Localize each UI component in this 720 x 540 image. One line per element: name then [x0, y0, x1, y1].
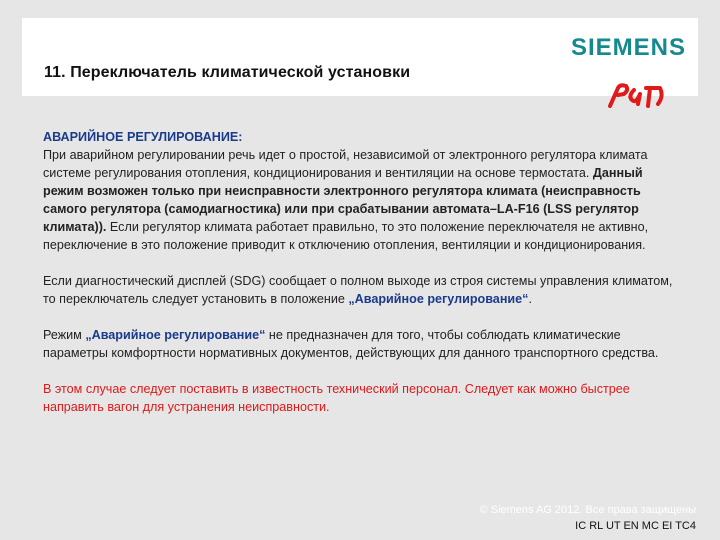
- text-segment: .: [528, 292, 532, 306]
- paragraph-emergency: [43, 128, 683, 254]
- copyright-text: © Siemens AG 2012. Все права защищены: [479, 504, 696, 516]
- mode-name: „Аварийное регулирование“: [85, 328, 266, 342]
- document-code: IC RL UT EN MC EI TC4: [575, 520, 696, 532]
- text-segment: Если регулятор климата работает правильно, то это положение переключателя не активно, переключение в это положение приводит к отключению отопления, вентиляции и кондиционирования.: [43, 220, 649, 252]
- paragraph-mode: [43, 326, 683, 362]
- siemens-logo: SIEMENS: [570, 34, 686, 61]
- section-heading: АВАРИЙНОЕ РЕГУЛИРОВАНИЕ:: [43, 130, 243, 144]
- paragraph-warning: В этом случае следует поставить в известность технический персонал. Следует как можно быстрее направить вагон для устранения неисправности.: [43, 382, 630, 414]
- main-content: [43, 128, 683, 434]
- paragraph-sdg: [43, 272, 683, 308]
- mode-name: „Аварийное регулирование“: [348, 292, 529, 306]
- text-segment: не предназначен для того, чтобы соблюдать климатические параметры комфортности нормативных документов, действующих для данного транспортного средства.: [43, 328, 659, 360]
- text-segment: Режим: [43, 328, 86, 342]
- header-bar: [22, 18, 698, 96]
- bold-segment: Данный режим возможен только при неисправности электронного регулятора климата (неисправность самого регулятора (самодиагностика) или при срабатывании автомата–LA-F16 (LSS регулятор климата)).: [43, 166, 643, 234]
- page-title: 11. Переключатель климатической установки: [44, 64, 411, 81]
- text-segment: Если диагностический дисплей (SDG) сообщает о полном выходе из строя системы управления климатом, то переключатель следует установить в положение: [43, 274, 673, 306]
- text-segment: При аварийном регулировании речь идет о простой, независимой от электронного регулятора климата системе регулирования отопления, кондиционирования и вентиляции на основе термостата.: [43, 148, 648, 180]
- rzd-logo: [606, 82, 666, 108]
